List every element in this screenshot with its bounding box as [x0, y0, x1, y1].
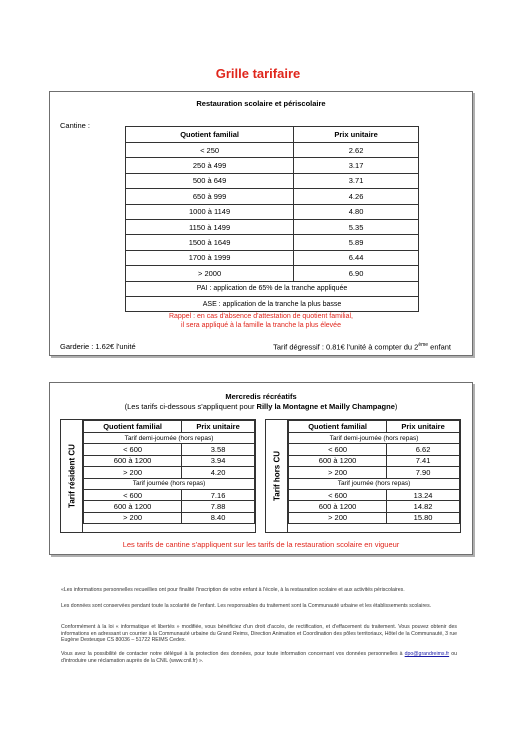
qf-cell: 1500 à 1649: [126, 235, 294, 250]
rappel-note: [50, 312, 472, 330]
legal-paragraph-3: Conformément à la loi « informatique et libertés » modifiée, vous bénéficiez d'un droit d'accès, de rectification, et d'effacement du traitement. Vous pouvez obtenir des informations en adressant un courrier à la Communauté urbaine du Grand Reims, Direction Animation et Coordination des pôles territoriaux, Hôtel de la Communauté, 3 rue Eugène Desteuque CS 80036 – 51722 REIMS Cedex.: [61, 624, 457, 644]
col-prix-header: Prix unitaire: [387, 421, 460, 433]
prix-cell: 3.71: [294, 173, 419, 188]
degressif-price: [273, 342, 451, 352]
table-row: [84, 455, 255, 466]
table-row: [289, 467, 460, 478]
journee-label: Tarif journée (hors repas): [289, 478, 460, 489]
prix-cell: 3.94: [182, 455, 255, 466]
table-row: [289, 512, 460, 523]
qf-cell: < 250: [126, 143, 294, 158]
mercredis-sub-post: ): [394, 402, 398, 411]
table-row: [126, 189, 419, 204]
table-row: [126, 219, 419, 234]
legal-paragraph-2: Les données sont conservées pendant toute la scolarité de l'enfant. Les responsables du traitement sont la Communauté urbaine et les établissements scolaires.: [61, 603, 432, 609]
table-row: [126, 281, 419, 296]
table-row: [126, 158, 419, 173]
resident-label: Tarif résident CU: [67, 444, 76, 508]
mercredis-box: [49, 382, 473, 555]
hors-label-cell: [266, 420, 288, 532]
table-row: [84, 421, 255, 433]
degressif-suffix: enfant: [428, 342, 451, 352]
degressif-sup: ème: [418, 342, 429, 348]
col-prix-header: Prix unitaire: [294, 127, 419, 143]
garderie-price: Garderie : 1.62€ l'unité: [60, 342, 136, 351]
table-row: [126, 235, 419, 250]
restauration-box: [49, 91, 473, 356]
table-row: [126, 173, 419, 188]
prix-cell: 3.58: [182, 444, 255, 455]
table-row: [126, 204, 419, 219]
qf-cell: 650 à 999: [126, 189, 294, 204]
demi-journee-label: Tarif demi-journée (hors repas): [289, 433, 460, 444]
qf-cell: 500 à 649: [126, 173, 294, 188]
cantine-label: Cantine :: [60, 121, 91, 130]
qf-cell: > 200: [84, 467, 182, 478]
qf-cell: 600 à 1200: [289, 501, 387, 512]
mercredis-sub-pre: (Les tarifs ci-dessous s'appliquent pour: [124, 402, 257, 411]
hors-panel: [265, 419, 461, 533]
table-row: [289, 455, 460, 466]
qf-cell: 1700 à 1999: [126, 250, 294, 265]
qf-cell: 600 à 1200: [84, 501, 182, 512]
table-row: [84, 433, 255, 444]
prix-cell: 5.89: [294, 235, 419, 250]
qf-cell: 1150 à 1499: [126, 219, 294, 234]
qf-cell: 600 à 1200: [289, 455, 387, 466]
prix-cell: 15.80: [387, 512, 460, 523]
prix-cell: 7.90: [387, 467, 460, 478]
table-row: [84, 501, 255, 512]
mercredis-heading-block: [50, 392, 472, 412]
col-qf-header: Quotient familial: [289, 421, 387, 433]
prix-cell: 7.88: [182, 501, 255, 512]
prix-cell: 6.62: [387, 444, 460, 455]
cantine-table: [125, 126, 419, 312]
mercredis-heading: Mercredis récréatifs: [225, 392, 297, 401]
table-row: [289, 444, 460, 455]
col-qf-header: Quotient familial: [84, 421, 182, 433]
qf-cell: > 200: [84, 512, 182, 523]
qf-cell: > 200: [289, 467, 387, 478]
qf-cell: < 600: [84, 444, 182, 455]
restauration-heading: Restauration scolaire et périscolaire: [196, 99, 326, 108]
prix-cell: 3.17: [294, 158, 419, 173]
rappel-line-2: il sera appliqué à la famille la tranche la plus élevée: [181, 322, 341, 329]
qf-cell: < 600: [289, 489, 387, 500]
prix-cell: 2.62: [294, 143, 419, 158]
table-row: [289, 489, 460, 500]
qf-cell: < 600: [289, 444, 387, 455]
qf-cell: 1000 à 1149: [126, 204, 294, 219]
table-row: [84, 478, 255, 489]
journee-label: Tarif journée (hors repas): [84, 478, 255, 489]
table-row: [289, 501, 460, 512]
qf-cell: < 600: [84, 489, 182, 500]
demi-journee-label: Tarif demi-journée (hors repas): [84, 433, 255, 444]
prix-cell: 13.24: [387, 489, 460, 500]
prix-cell: 14.82: [387, 501, 460, 512]
table-row: [289, 421, 460, 433]
rappel-line-1: Rappel : en cas d'absence d'attestation de quotient familial,: [168, 313, 353, 320]
ase-note: ASE : application de la tranche la plus basse: [126, 296, 419, 311]
prix-cell: 7.16: [182, 489, 255, 500]
prix-cell: 6.44: [294, 250, 419, 265]
qf-cell: > 200: [289, 512, 387, 523]
resident-label-cell: [61, 420, 83, 532]
table-row: [126, 143, 419, 158]
table-row: [84, 444, 255, 455]
resident-table: [83, 420, 255, 524]
hors-label: Tarif hors CU: [272, 450, 281, 502]
qf-cell: > 2000: [126, 266, 294, 281]
table-row: [126, 266, 419, 281]
hors-table: [288, 420, 460, 524]
table-row: [126, 250, 419, 265]
table-row: [289, 433, 460, 444]
prix-cell: 4.26: [294, 189, 419, 204]
legal-p4-suffix: ou d'introduire une réclamation auprès de la CNIL (www.cnil.fr) ».: [61, 651, 457, 664]
mercredis-footer: Les tarifs de cantine s'appliquent sur les tarifs de la restauration scolaire en vigueur: [122, 540, 400, 549]
qf-cell: 600 à 1200: [84, 455, 182, 466]
prix-cell: 5.35: [294, 219, 419, 234]
degressif-text: Tarif dégressif : 0.81€ l'unité à compter du 2: [273, 342, 419, 352]
table-row: [84, 467, 255, 478]
prix-cell: 8.40: [182, 512, 255, 523]
table-row: [126, 296, 419, 311]
legal-p4-text: Vous avez la possibilité de contacter notre délégué à la protection des données, pour toute information concernant vos données personnelles à: [61, 651, 405, 657]
dpo-email-link[interactable]: dpo@grandreims.fr: [404, 651, 450, 657]
page-title: Grille tarifaire: [215, 66, 301, 81]
prix-cell: 6.90: [294, 266, 419, 281]
mercredis-sub-bold: Rilly la Montagne et Mailly Champagne: [256, 402, 395, 411]
table-row: [84, 512, 255, 523]
prix-cell: 7.41: [387, 455, 460, 466]
prix-cell: 4.20: [182, 467, 255, 478]
resident-panel: [60, 419, 256, 533]
table-row: [289, 478, 460, 489]
legal-paragraph-1: «Les informations personnelles recueillies ont pour finalité l'inscription de votre enfant à l'école, à la restauration scolaire et aux activités périscolaires.: [61, 587, 405, 593]
prix-cell: 4.80: [294, 204, 419, 219]
col-qf-header: Quotient familial: [126, 127, 294, 143]
pai-note: PAI : application de 65% de la tranche appliquée: [126, 281, 419, 296]
table-header-row: [126, 127, 419, 143]
table-row: [84, 489, 255, 500]
col-prix-header: Prix unitaire: [182, 421, 255, 433]
qf-cell: 250 à 499: [126, 158, 294, 173]
legal-paragraph-4: [61, 651, 457, 664]
